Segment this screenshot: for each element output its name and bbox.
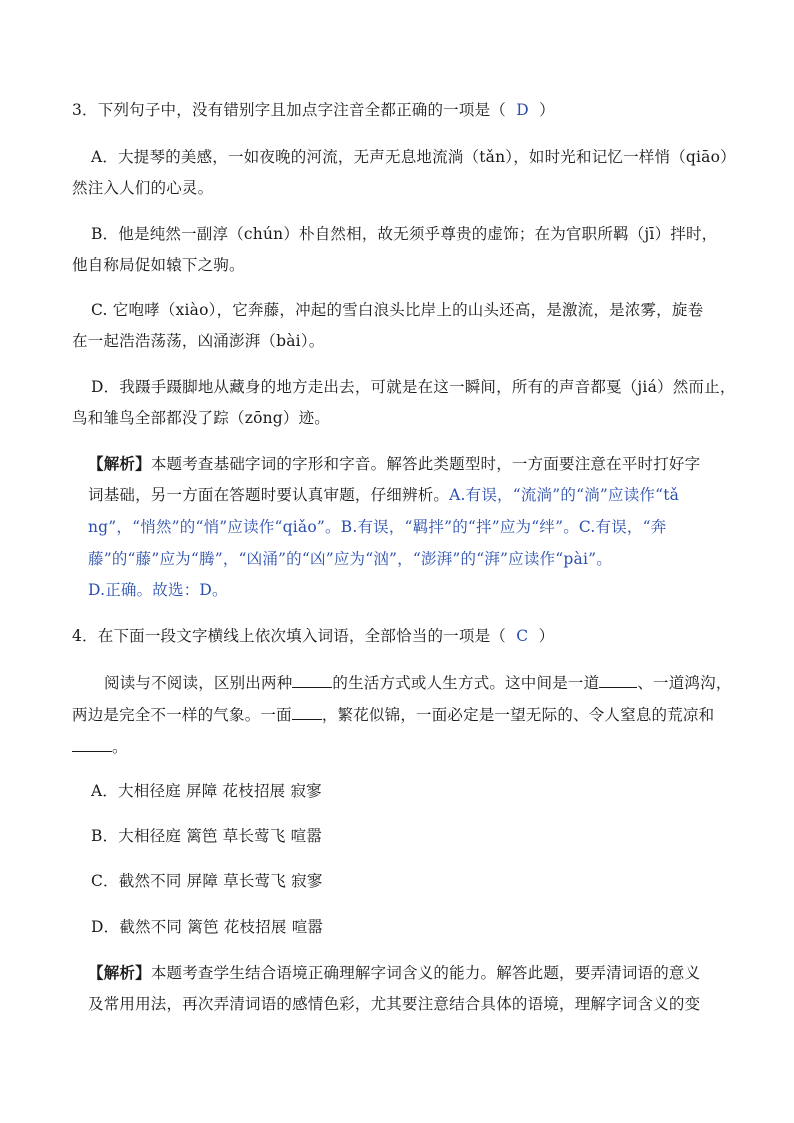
q3-analysis-text1: 本题考查基础字词的字形和字音。解答此类题型时，一方面要注意在平时打好字 bbox=[150, 455, 701, 473]
q3-option-a-line1: A．大提琴的美感，一如夜晚的河流，无声无息地流淌（tǎn），如时光和记忆一样悄（qiāo） bbox=[91, 148, 736, 166]
q3-option-b-line2: 他自称局促如辕下之驹。 bbox=[72, 256, 245, 274]
q4-passage-line2 bbox=[72, 705, 714, 725]
fill-blank-2 bbox=[599, 673, 637, 688]
q3-answer: D bbox=[516, 101, 529, 119]
q4-analysis-line1 bbox=[88, 963, 700, 983]
q3-analysis-text2a: 词基础，另一方面在答题时要认真审题，仔细辨析。 bbox=[88, 486, 450, 504]
q3-analysis-line2 bbox=[88, 485, 679, 505]
q4-passage-text2b: ，繁花似锦，一面必定是一望无际的、令人窒息的荒凉和 bbox=[321, 706, 715, 724]
q4-stem-text: 4．在下面一段文字横线上依次填入词语，全部恰当的一项是（ bbox=[72, 627, 506, 645]
q4-stem bbox=[72, 626, 554, 646]
q3-analysis-line5: D.正确。故选：D。 bbox=[88, 581, 228, 599]
q4-passage-line3 bbox=[72, 737, 128, 757]
q4-analysis-tag: 【解析】 bbox=[88, 963, 151, 982]
q4-passage-line1 bbox=[104, 673, 732, 693]
q3-analysis-line3: ng”，“悄然”的“悄”应读作“qiǎo”。B.有误，“羁拌”的“拌”应为“绊”。C.有误，“奔 bbox=[88, 518, 667, 536]
q3-option-c-line2: 在一起浩浩荡荡，凶涌澎湃（bài）。 bbox=[72, 332, 325, 350]
q3-analysis-text2b: A.有误，“流淌”的“淌”应读作“tǎ bbox=[449, 486, 680, 504]
q4-passage-text1b: 的生活方式或人生方式。这中间是一道 bbox=[332, 674, 600, 692]
q4-option-a: A．大相径庭 屏障 花枝招展 寂寥 bbox=[91, 782, 322, 800]
q3-option-d-line1: D．我蹑手蹑脚地从藏身的地方走出去，可就是在这一瞬间，所有的声音都戛（jiá）然而止， bbox=[91, 378, 736, 396]
fill-blank-1 bbox=[292, 673, 332, 688]
fill-blank-3 bbox=[292, 705, 322, 720]
q3-stem-text: 3．下列句子中，没有错别字且加点字注音全都正确的一项是（ bbox=[72, 101, 506, 119]
q3-close-paren: ） bbox=[539, 101, 555, 119]
q3-analysis-line1 bbox=[88, 454, 700, 474]
q3-option-a-line2: 然注入人们的心灵。 bbox=[72, 179, 214, 197]
q3-stem bbox=[72, 100, 555, 120]
q4-option-c: C．截然不同 屏障 草长莺飞 寂寥 bbox=[91, 872, 323, 890]
q3-option-b-line1: B．他是纯然一副淳（chún）朴自然相，故无须乎尊贵的虚饰；在为官职所羁（jī）拌时， bbox=[91, 225, 718, 243]
q4-option-d: D．截然不同 篱笆 花枝招展 喧嚣 bbox=[91, 918, 324, 936]
q4-passage-text3: 。 bbox=[112, 738, 128, 756]
q4-analysis-line2: 及常用用法，再次弄清词语的感情色彩，尤其要注意结合具体的语境，理解字词含义的变 bbox=[88, 995, 701, 1013]
q4-answer: C bbox=[516, 627, 529, 645]
q4-analysis-text1: 本题考查学生结合语境正确理解字词含义的能力。解答此题，要弄清词语的意义 bbox=[150, 964, 701, 982]
fill-blank-4 bbox=[72, 737, 112, 752]
q3-analysis-line4: 藤”的“藤”应为“腾”，“凶涌”的“凶”应为“汹”，“澎湃”的“湃”应读作“pài”。 bbox=[88, 550, 612, 568]
q4-option-b: B．大相径庭 篱笆 草长莺飞 喧嚣 bbox=[91, 827, 323, 845]
q3-option-d-line2: 鸟和雏鸟全部都没了踪（zōng）迹。 bbox=[72, 409, 331, 427]
q4-passage-text1a: 阅读与不阅读，区别出两种 bbox=[104, 674, 293, 692]
q3-option-c-line1: C. 它咆哮（xiào），它奔藤，冲起的雪白浪头比岸上的山头还高，是激流，是浓雾，旋卷 bbox=[91, 301, 704, 319]
q3-analysis-tag: 【解析】 bbox=[88, 454, 151, 473]
q4-passage-text2a: 两边是完全不一样的气象。一面 bbox=[72, 706, 292, 724]
q4-close-paren: ） bbox=[538, 627, 555, 645]
q4-passage-text1c: 、一道鸿沟， bbox=[637, 674, 732, 692]
